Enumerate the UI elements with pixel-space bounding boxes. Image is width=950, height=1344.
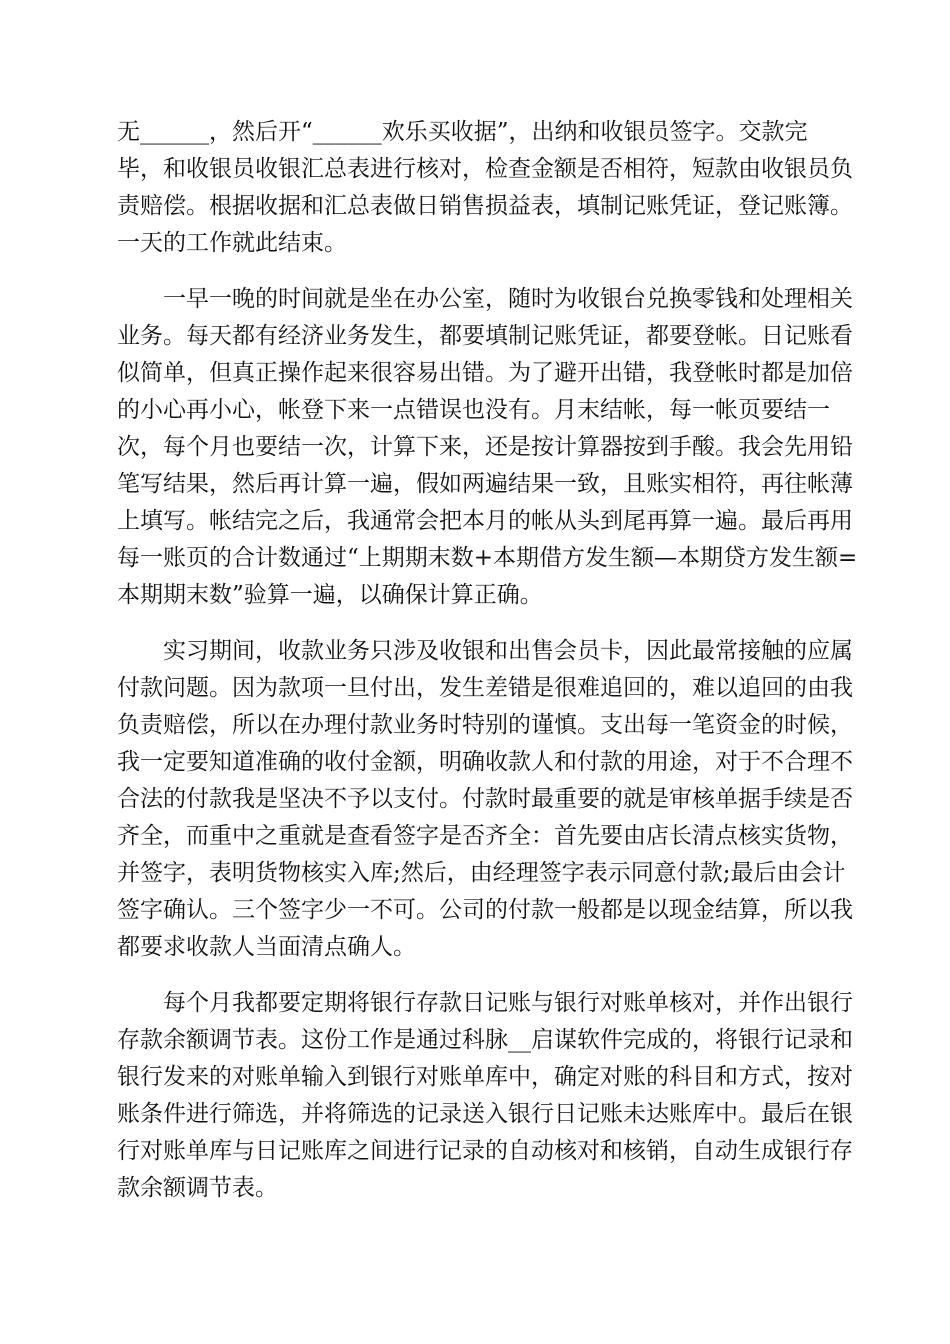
paragraph-3-line-7: 并签字，表明货物核实入库;然后，由经理签字表示同意付款;最后由会计: [117, 860, 846, 886]
paragraph-3-line-3: 负责赔偿，所以在办理付款业务时特别的谨慎。支出每一笔资金的时候，: [117, 712, 853, 738]
paragraph-2-line-8: 每一账页的合计数通过“上期期末数+本期借方发生额—本期贷方发生额=: [117, 545, 858, 571]
paragraph-4-line-5: 行对账单库与日记账库之间进行记录的自动核对和核销，自动生成银行存: [117, 1138, 853, 1164]
paragraph-2-line-7: 上填写。帐结完之后，我通常会把本月的帐从头到尾再算一遍。最后再用: [117, 508, 853, 534]
paragraph-4-line-4: 账条件进行筛选，并将筛选的记录送入银行日记账未达账库中。最后在银: [117, 1101, 853, 1127]
paragraph-3-line-6: 齐全，而重中之重就是查看签字是否齐全：首先要由店长清点核实货物，: [117, 823, 853, 849]
paragraph-2-line-2: 业务。每天都有经济业务发生，都要填制记账凭证，都要登帐。日记账看: [117, 323, 853, 349]
paragraph-2-line-6: 笔写结果，然后再计算一遍，假如两遍结果一致，且账实相符，再往帐薄: [117, 471, 853, 497]
paragraph-1-line-4: 一天的工作就此结束。: [117, 230, 347, 256]
paragraph-4-line-3: 银行发来的对账单输入到银行对账单库中，确定对账的科目和方式，按对: [117, 1064, 853, 1090]
paragraph-2-line-1: 一早一晚的时间就是坐在办公室，随时为收银台兑换零钱和处理相关: [163, 286, 853, 312]
paragraph-3-line-4: 我一定要知道准确的收付金额，明确收款人和付款的用途，对于不合理不: [117, 749, 853, 775]
paragraph-4-line-1: 每个月我都要定期将银行存款日记账与银行对账单核对，并作出银行: [163, 990, 853, 1016]
paragraph-2-line-9: 本期期末数”验算一遍，以确保计算正确。: [117, 582, 543, 608]
paragraph-3-line-1: 实习期间，收款业务只涉及收银和出售会员卡，因此最常接触的应属: [163, 638, 853, 664]
paragraph-1-line-1: 无______，然后开“______欢乐买收据”，出纳和收银员签字。交款完: [117, 119, 808, 145]
paragraph-1-line-2: 毕，和收银员收银汇总表进行核对，检查金额是否相符，短款由收银员负: [117, 156, 853, 182]
paragraph-2-line-5: 次，每个月也要结一次，计算下来，还是按计算器按到手酸。我会先用铅: [117, 434, 853, 460]
paragraph-4-line-6: 款余额调节表。: [117, 1175, 278, 1201]
paragraph-3-line-8: 签字确认。三个签字少一不可。公司的付款一般都是以现金结算，所以我: [117, 897, 853, 923]
paragraph-3-line-9: 都要求收款人当面清点确人。: [117, 934, 416, 960]
paragraph-3-line-2: 付款问题。因为款项一旦付出，发生差错是很难追回的，难以追回的由我: [117, 675, 853, 701]
paragraph-4-line-2: 存款余额调节表。这份工作是通过科脉__启谋软件完成的，将银行记录和: [117, 1027, 853, 1053]
paragraph-2-line-3: 似简单，但真正操作起来很容易出错。为了避开出错，我登帐时都是加倍: [117, 360, 853, 386]
paragraph-1-line-3: 责赔偿。根据收据和汇总表做日销售损益表，填制记账凭证，登记账簿。: [117, 193, 853, 219]
paragraph-2-line-4: 的小心再小心，帐登下来一点错误也没有。月末结帐，每一帐页要结一: [117, 397, 830, 423]
paragraph-3-line-5: 合法的付款我是坚决不予以支付。付款时最重要的就是审核单据手续是否: [117, 786, 853, 812]
